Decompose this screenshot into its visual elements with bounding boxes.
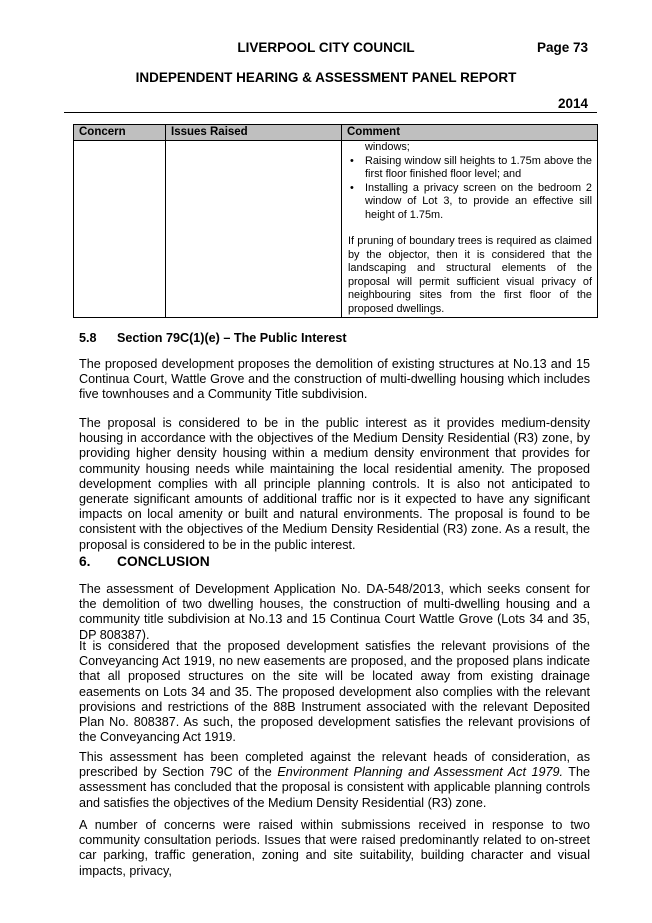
conclusion-paragraph-2: It is considered that the proposed development satisfies the relevant provisions of the Conveyancing Act 1919, no new easements are proposed, and the proposed plans indicate that all proposed structures on the site will be located away from existing drainage easements on Lots 34 and 35. The proposed development also complies with the relevant provisions and restrictions of the 88B Instrument associated with the relevant Deposited Plan No. 808387. As such, the proposed development satisfies the relevant provisions of the Conveyancing Act 1919. <box>79 639 590 745</box>
header-divider <box>64 112 597 113</box>
section-5-8-heading <box>79 331 347 345</box>
page-number: Page 73 <box>536 40 588 55</box>
report-year: 2014 <box>557 96 588 111</box>
conclusion-paragraph-3: This assessment has been completed against the relevant heads of consideration, as prescribed by Section 79C of the Environment Planning and Assessment Act 1979. The assessment has concluded that the proposal is consistent with applicable planning controls and satisfies the objectives of the Medium Density Residential (R3) zone. <box>79 750 590 810</box>
table-row <box>74 141 598 318</box>
concerns-table <box>73 124 598 318</box>
section-title: CONCLUSION <box>117 554 210 569</box>
list-item: • Installing a privacy screen on the bedroom 2 window of Lot 3, to provide an effective sill height of 1.75m. <box>350 181 592 221</box>
concern-cell <box>74 141 166 318</box>
section-number: 5.8 <box>79 331 97 345</box>
bullet-icon: • <box>350 154 354 167</box>
page-header <box>0 40 652 56</box>
section-number: 6. <box>79 554 91 569</box>
comment-continuation: windows; <box>365 141 410 153</box>
section-title: Section 79C(1)(e) – The Public Interest <box>117 331 347 345</box>
comment-bullet-list <box>348 155 592 223</box>
public-interest-paragraph-2: The proposal is considered to be in the public interest as it provides medium-density housing in accordance with the objectives of the Medium Density Residential (R3) zone, by providing higher density housing within a medium density environment that provides for community housing needs while maintaining the local residential amenity. The proposed development complies with all principle planning controls. It is also not anticipated to generate significant amounts of additional traffic nor is it expected to have any significant impacts on local amenity or built and natural environments. The proposal is found to be consistent with the objectives of the Medium Density Residential (R3) zone. As a result, the proposal is considered to be in the public interest. <box>79 416 590 552</box>
column-header-issues-raised: Issues Raised <box>166 125 342 141</box>
public-interest-paragraph-1: The proposed development proposes the demolition of existing structures at No.13 and 15 Continua Court, Wattle Grove and the construction of multi-dwelling housing which includes five townhouses and a Community Title subdivision. <box>79 357 590 402</box>
conclusion-paragraph-1: The assessment of Development Application No. DA-548/2013, which seeks consent for the demolition of two dwelling houses, the construction of multi-dwelling housing and a community title subdivision at No.13 and 15 Continua Court Wattle Grove (Lots 34 and 35, DP 808387). <box>79 582 590 642</box>
column-header-comment: Comment <box>342 125 598 141</box>
issues-raised-cell <box>166 141 342 318</box>
council-name: LIVERPOOL CITY COUNCIL <box>237 40 415 55</box>
conclusion-paragraph-4: A number of concerns were raised within submissions received in response to two community consultation periods. Issues that were raised predominantly related to on-street car parking, traffic generation, zoning and site suitability, building character and visual impacts, privacy, <box>79 818 590 878</box>
report-title: INDEPENDENT HEARING & ASSESSMENT PANEL REPORT <box>135 70 517 85</box>
comment-paragraph: If pruning of boundary trees is required as claimed by the objector, then it is considered that the landscaping and structural elements of the proposal will permit sufficient visual privacy of neighbouring sites from the first floor of the proposed dwellings. <box>348 235 592 315</box>
table-header-row <box>74 125 598 141</box>
act-title: Environment Planning and Assessment Act 1979. <box>277 765 563 780</box>
column-header-concern: Concern <box>74 125 166 141</box>
comment-cell <box>342 141 598 318</box>
section-6-heading <box>79 554 210 569</box>
list-item: • Raising window sill heights to 1.75m above the first floor finished floor level; and <box>350 154 592 180</box>
bullet-icon: • <box>350 181 354 194</box>
